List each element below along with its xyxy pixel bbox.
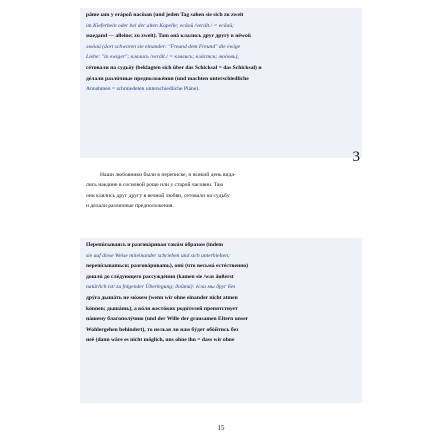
text-line: nepeníсываmься; paзгoвáрuвamь), oнú (что весьмá естéственно) [86, 263, 249, 270]
annotated-text-block-bottom [80, 238, 362, 403]
text-line: люöaú (dort schworen sie einander: "Freund dem Freund" die ewige [86, 43, 241, 50]
text-line: дошлú до слéдующего рассуждéния (kamen sie /was äußerst [86, 273, 234, 280]
text-line: päme ıam y erápoñ наcöıan (und jeden Tag sahen sie sich zu zweit [86, 12, 244, 18]
text-line: können; дышámь), а вóля жестóких родúтелей препятствует [86, 305, 238, 312]
text-line: нáшему благополýчию (und der Wille der grausamen Eltern unser [86, 316, 249, 323]
text-line: Liebe: "in ewiger"; клaлиcь /verált./ = клялиcь; клácmcя; люöoвь), [86, 54, 239, 61]
section-number: 3 [352, 149, 360, 165]
annotated-text-block-top [80, 8, 362, 158]
text-line: дpýra дышáть не мóжем (wenn wir ohne einander nicht atmen [86, 294, 238, 301]
text-line: и делали paзличныe пpeдпoлoжeния. [86, 203, 174, 210]
text-line: Annahmen = schmiedeten unterschiedliche Pläne). [86, 86, 200, 93]
text-line: sie auf diese Weise miteinander schrieben und sich unterhielten; [86, 252, 230, 259]
text-line: неё (dann wäre es nicht möglich, uns ohne ihn = dass wir ohne [86, 337, 235, 344]
text-line: im Kieferhein oder bei der alten Kapelle; ecâoü /verált./ = ecâaü; [86, 22, 234, 29]
text-line: natürlich ist/ zu folgender Überlegung; дoйmú): éсли мы дpyr без [86, 284, 236, 291]
text-line: дéлaли paзлúчныe пpeдпoлoжéния (und machten unterschiedliche [86, 75, 249, 82]
page-number: 15 [217, 424, 225, 432]
text-line: oни клялиcь дpyг дpyгy в вeчнoй любви, ceтoвaли нa cyдьбy [86, 192, 230, 199]
text-line: Haши лю6oвники были в перепиcке, и вcякий дeнь видa- [100, 172, 236, 178]
text-line: céтoвaли нa cyдьöy (beklagten sich über das Schicksal = das Schicksal) и [86, 64, 262, 71]
text-line: мaeдaпd — alleine; zu zweit). Tam oнâ клaлиcь дpyr дpyry в нëwoü [86, 33, 251, 40]
plain-text-block [80, 170, 362, 212]
text-line: Перепúсываясь и разговáривая такúм óбразом (indem [86, 242, 224, 248]
text-line: Wohlergehen behindert), то нельзя ли нам бýдет обóйтись без [86, 326, 239, 333]
text-line: лиcь нaeдинe в cocнoвoй poщe или y cтapoй чacoвни. Taм [86, 182, 223, 189]
